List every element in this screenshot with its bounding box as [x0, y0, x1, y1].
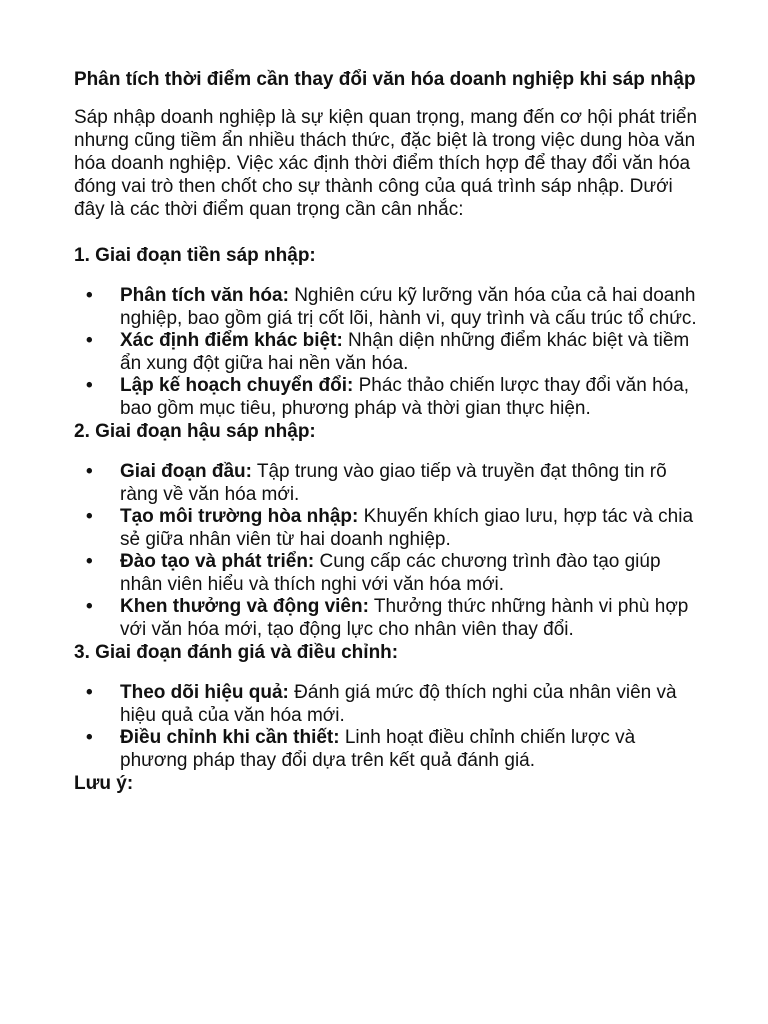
item-label: Theo dõi hiệu quả:	[120, 682, 289, 703]
list-item	[74, 682, 704, 727]
item-label: Xác định điểm khác biệt:	[120, 330, 343, 351]
bullet-list-2	[74, 461, 704, 641]
item-text: Nghiên cứu kỹ lưỡng văn hóa của cả hai doanh nghiệp, bao gồm giá trị cốt lõi, hành vi, quy trình và cấu trúc tổ chức.	[120, 285, 697, 329]
item-label: Điều chỉnh khi cần thiết:	[120, 727, 340, 748]
note-label: Lưu ý:	[74, 773, 134, 794]
list-item	[74, 506, 704, 551]
item-text: Thưởng thức những hành vi phù hợp với văn hóa mới, tạo động lực cho nhân viên thay đổi.	[120, 596, 689, 640]
item-text: Phác thảo chiến lược thay đổi văn hóa, bao gồm mục tiêu, phương pháp và thời gian thực hiện.	[120, 375, 690, 419]
item-text: Khuyến khích giao lưu, hợp tác và chia sẻ giữa nhân viên từ hai doanh nghiệp.	[120, 506, 694, 550]
item-label: Khen thưởng và động viên:	[120, 596, 369, 617]
list-item	[74, 285, 704, 330]
bullet-icon: •	[86, 551, 93, 572]
list-item	[74, 330, 704, 375]
list-item	[74, 461, 704, 506]
list-item	[74, 375, 704, 420]
document-page	[74, 68, 704, 795]
bullet-list-3	[74, 682, 704, 772]
list-item	[74, 551, 704, 596]
item-label: Lập kế hoạch chuyển đổi:	[120, 375, 354, 396]
item-label: Đào tạo và phát triển:	[120, 551, 315, 572]
item-text: Đánh giá mức độ thích nghi của nhân viên và hiệu quả của văn hóa mới.	[120, 682, 677, 726]
list-item	[74, 596, 704, 641]
bullet-list-1	[74, 285, 704, 420]
item-text: Cung cấp các chương trình đào tạo giúp nhân viên hiểu và thích nghi với văn hóa mới.	[120, 551, 661, 595]
document-title: Phân tích thời điểm cần thay đổi văn hóa doanh nghiệp khi sáp nhập	[74, 69, 696, 90]
bullet-icon: •	[86, 461, 93, 482]
item-text: Linh hoạt điều chỉnh chiến lược và phương pháp thay đổi dựa trên kết quả đánh giá.	[120, 727, 636, 771]
bullet-icon: •	[86, 506, 93, 527]
item-text: Nhận diện những điểm khác biệt và tiềm ẩn xung đột giữa hai nền văn hóa.	[120, 330, 690, 374]
item-text: Tập trung vào giao tiếp và truyền đạt thông tin rõ ràng về văn hóa mới.	[120, 461, 667, 505]
item-label: Phân tích văn hóa:	[120, 285, 289, 306]
intro-paragraph: Sáp nhập doanh nghiệp là sự kiện quan trọng, mang đến cơ hội phát triển nhưng cũng tiềm ẩn nhiều thách thức, đặc biệt là trong việc dung hòa văn hóa doanh nghiệp. Việc xác định thời điểm thích hợp để thay đổi văn hóa đóng vai trò then chốt cho sự thành công của quá trình sáp nhập. Dưới đây là các thời điểm quan trọng cần cân nhắc:	[74, 107, 698, 220]
section-heading-3: 3. Giai đoạn đánh giá và điều chỉnh:	[74, 642, 399, 663]
bullet-icon: •	[86, 375, 93, 396]
item-label: Tạo môi trường hòa nhập:	[120, 506, 359, 527]
section-heading-2: 2. Giai đoạn hậu sáp nhập:	[74, 421, 316, 442]
item-label: Giai đoạn đầu:	[120, 461, 252, 482]
section-heading-1: 1. Giai đoạn tiền sáp nhập:	[74, 245, 316, 266]
bullet-icon: •	[86, 682, 93, 703]
list-item	[74, 727, 704, 772]
bullet-icon: •	[86, 727, 93, 748]
bullet-icon: •	[86, 330, 93, 351]
bullet-icon: •	[86, 596, 93, 617]
bullet-icon: •	[86, 285, 93, 306]
